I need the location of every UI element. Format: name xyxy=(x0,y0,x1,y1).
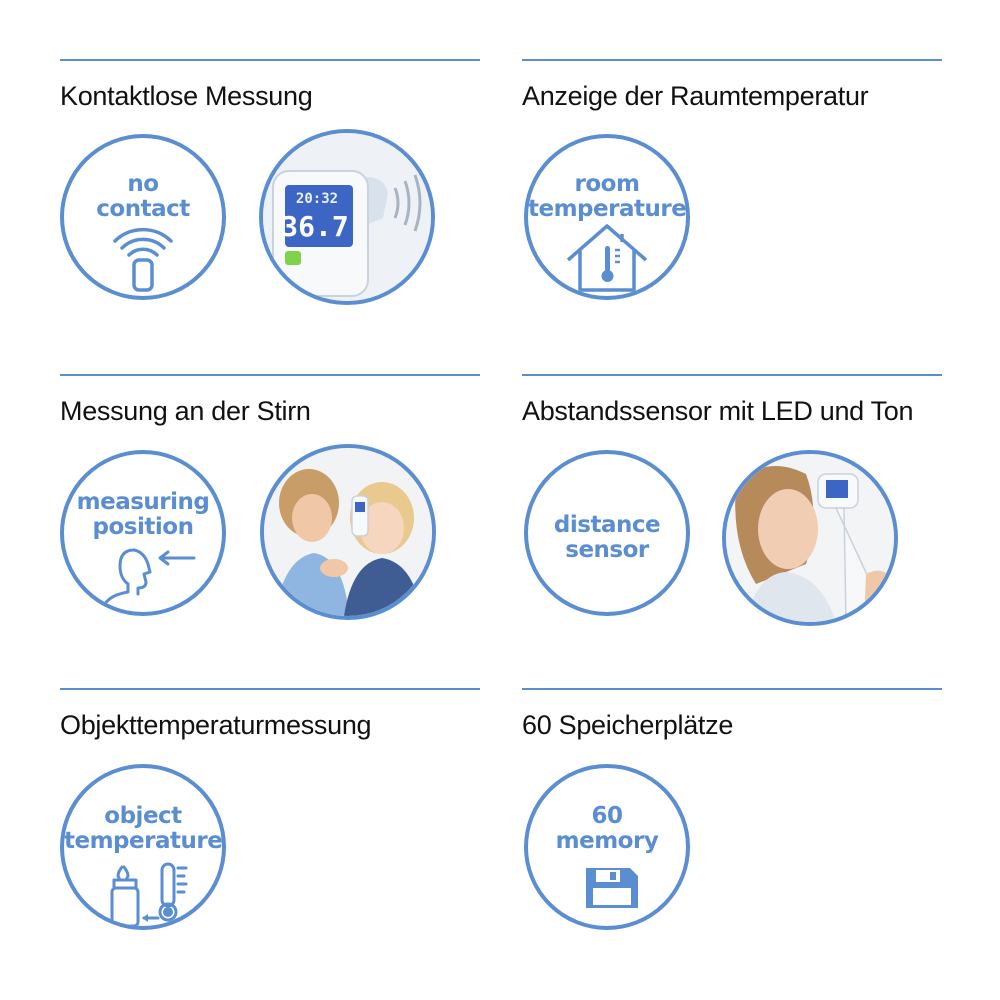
feature-measuring-position xyxy=(60,374,480,674)
feature-memory xyxy=(522,688,942,988)
memory-badge xyxy=(524,764,690,930)
thermometer-display-photo xyxy=(259,129,435,305)
section-divider xyxy=(522,688,942,690)
distance-sensor-badge xyxy=(524,450,690,616)
badge-label-line-1: 60 xyxy=(591,803,623,829)
display-reading: 36.7 xyxy=(281,210,349,243)
floppy-disk-icon xyxy=(528,768,686,926)
badge-label-line-2: contact xyxy=(96,196,190,222)
badge-label-line-2: memory xyxy=(555,828,659,854)
woman-forehead-measurement-photo xyxy=(722,450,898,626)
badge-label-line-2: temperature xyxy=(64,828,223,854)
no-contact-badge xyxy=(60,134,226,300)
feature-title: 60 Speicherplätze xyxy=(522,710,734,740)
mother-child-measurement-photo xyxy=(260,444,436,620)
section-divider xyxy=(60,59,480,61)
section-divider xyxy=(60,374,480,376)
section-divider xyxy=(60,688,480,690)
feature-title: Objekttemperaturmessung xyxy=(60,710,372,740)
room-temperature-badge xyxy=(524,134,690,300)
feature-title: Kontaktlose Messung xyxy=(60,81,313,111)
object-temperature-badge xyxy=(60,764,226,930)
feature-title: Abstandssensor mit LED und Ton xyxy=(522,396,914,426)
badge-label-line-1: distance xyxy=(553,512,661,538)
badge-label-line-2: position xyxy=(92,514,194,540)
badge-label-line-2: temperature xyxy=(528,196,687,222)
bottle-thermometer-icon xyxy=(64,768,222,926)
feature-distance-sensor xyxy=(522,374,942,674)
measuring-position-badge xyxy=(60,450,226,616)
badge-label-line-1: measuring xyxy=(76,489,210,515)
section-divider xyxy=(522,59,942,61)
section-divider xyxy=(522,374,942,376)
feature-title: Anzeige der Raumtemperatur xyxy=(522,81,869,111)
badge-label-line-1: object xyxy=(104,803,182,829)
wireless-remote-icon xyxy=(64,138,222,296)
feature-no-contact xyxy=(60,59,480,359)
feature-room-temperature xyxy=(522,59,942,359)
badge-label-line-1: room xyxy=(574,171,640,197)
feature-title: Messung an der Stirn xyxy=(60,396,311,426)
badge-label-line-2: sensor xyxy=(565,537,649,563)
head-arrow-icon xyxy=(64,454,222,612)
feature-object-temperature xyxy=(60,688,480,988)
badge-label-line-1: no xyxy=(127,171,159,197)
display-time: 20:32 xyxy=(295,191,339,207)
house-thermometer-icon xyxy=(528,138,686,296)
